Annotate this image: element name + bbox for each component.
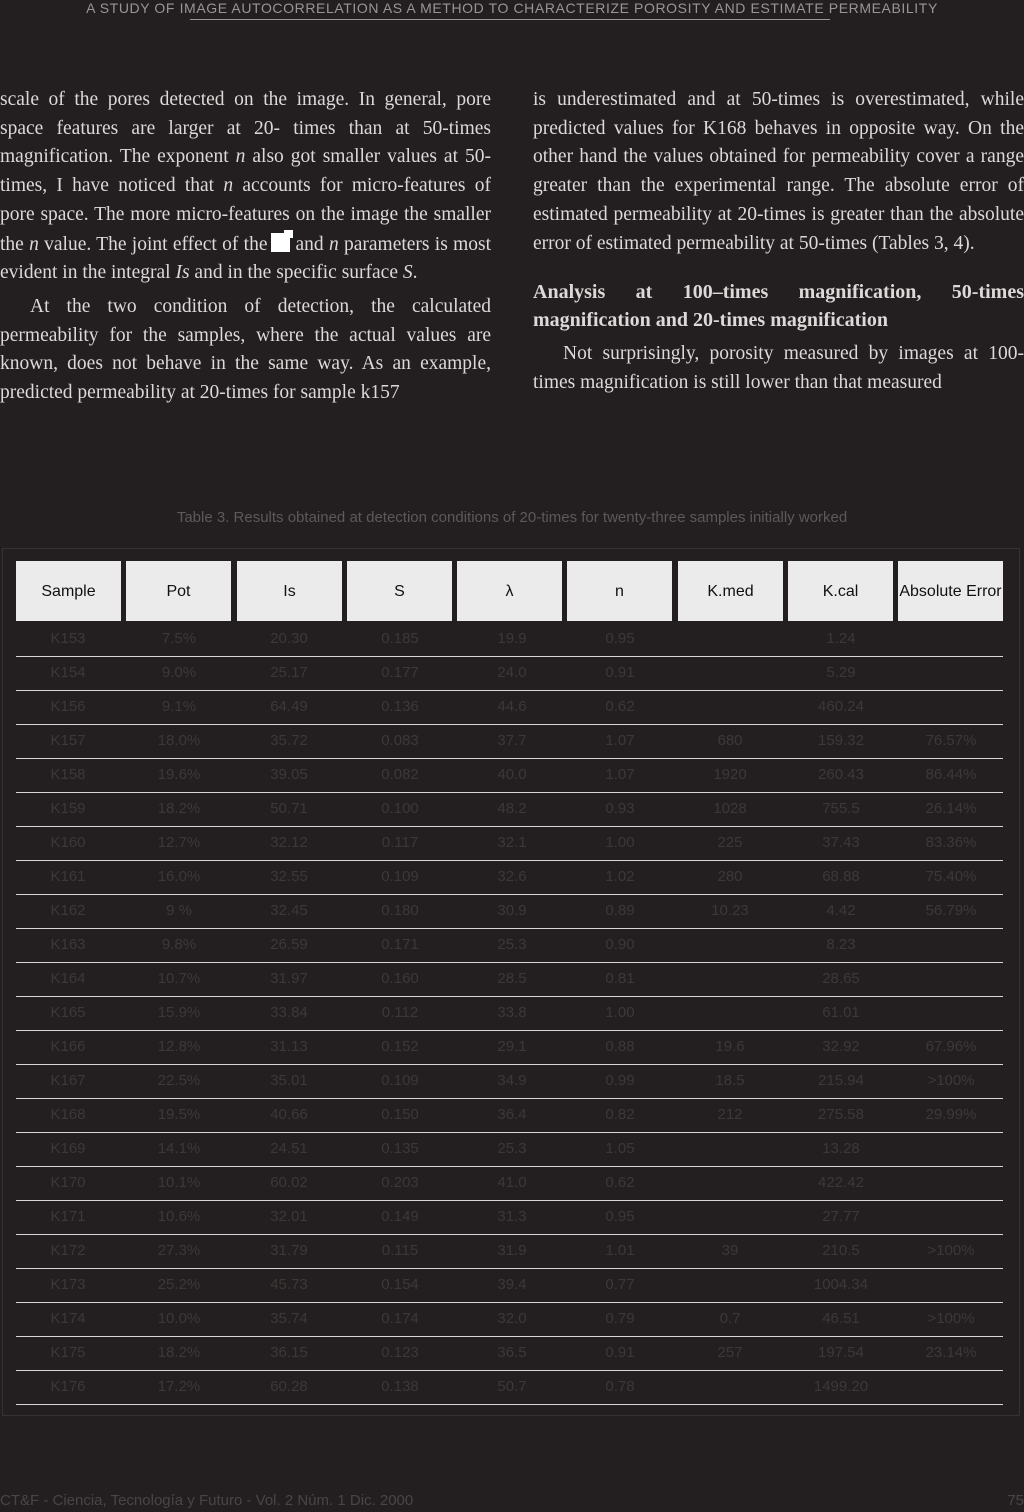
cell-absolute-error: 23.14%	[925, 1344, 977, 1361]
table-row	[16, 690, 1003, 725]
cell-lambda: 29.1	[497, 1038, 527, 1055]
cell-pot: 19.5%	[157, 1106, 201, 1123]
cell-is: 26.59	[270, 936, 308, 953]
cell-lambda: 32.0	[497, 1310, 527, 1327]
cell-n: 0.82	[605, 1106, 635, 1123]
table-row	[16, 1132, 1003, 1167]
right-paragraph-2: Not surprisingly, porosity measured by images at 100-times magnification is still lower than that measured	[533, 343, 1024, 393]
right-column	[533, 86, 1024, 403]
cell-is: 31.97	[270, 970, 308, 987]
table-row	[16, 1200, 1003, 1235]
table-row	[16, 1098, 1003, 1133]
running-head-rule	[190, 19, 830, 20]
cell-kmed: 10.23	[711, 902, 749, 919]
cell-s: 0.177	[381, 664, 419, 681]
running-head-text: A STUDY OF IMAGE AUTOCORRELATION AS A METHOD TO CHARACTERIZE POROSITY AND ESTIMATE PERMEABILITY	[86, 0, 938, 16]
cell-pot: 18.2%	[157, 1344, 201, 1361]
cell-pot: 25.2%	[157, 1276, 201, 1293]
cell-n: 0.62	[605, 1174, 635, 1191]
cell-kmed: 257	[717, 1344, 743, 1361]
cell-absolute-error: 67.96%	[925, 1038, 977, 1055]
cell-pot: 19.6%	[157, 766, 201, 783]
cell-n: 0.95	[605, 630, 635, 647]
cell-sample: K153	[50, 630, 86, 647]
table-caption: Table 3. Results obtained at detection conditions of 20-times for twenty-three samples initially worked	[176, 509, 848, 526]
cell-sample: K168	[50, 1106, 86, 1123]
cell-pot: 18.0%	[157, 732, 201, 749]
cell-absolute-error: 29.99%	[925, 1106, 977, 1123]
text-run: and	[295, 233, 329, 255]
text-run: also got smaller values at 50-times, I have noticed that	[0, 146, 491, 197]
cell-absolute-error: >100%	[927, 1072, 975, 1089]
header-is: Is	[237, 561, 342, 621]
left-column	[0, 86, 491, 413]
table-row	[16, 928, 1003, 963]
cell-pot: 9 %	[166, 902, 192, 919]
table-row	[16, 1336, 1003, 1371]
table-row	[16, 1370, 1003, 1405]
cell-lambda: 19.9	[497, 630, 527, 647]
cell-kcal: 210.5	[822, 1242, 860, 1259]
cell-kcal: 460.24	[818, 698, 864, 715]
cell-is: 20.30	[270, 630, 308, 647]
cell-s: 0.138	[381, 1378, 419, 1395]
cell-is: 31.13	[270, 1038, 308, 1055]
cell-is: 35.72	[270, 732, 308, 749]
cell-kcal: 68.88	[822, 868, 860, 885]
cell-sample: K157	[50, 732, 86, 749]
header-lambda: λ	[457, 561, 562, 621]
cell-n: 0.62	[605, 698, 635, 715]
cell-kcal: 422.42	[818, 1174, 864, 1191]
cell-is: 32.55	[270, 868, 308, 885]
cell-s: 0.112	[381, 1004, 419, 1021]
cell-n: 0.95	[605, 1208, 635, 1225]
table-row	[16, 826, 1003, 861]
journal-citation: CT&F - Ciencia, Tecnología y Futuro - Vol. 2 Núm. 1 Dic. 2000	[0, 1492, 414, 1509]
cell-kcal: 61.01	[822, 1004, 860, 1021]
cell-sample: K154	[50, 664, 86, 681]
cell-is: 32.45	[270, 902, 308, 919]
cell-s: 0.150	[381, 1106, 419, 1123]
cell-is: 32.01	[270, 1208, 308, 1225]
cell-absolute-error: 56.79%	[925, 902, 977, 919]
left-paragraph-1	[0, 86, 491, 288]
cell-n: 0.99	[605, 1072, 635, 1089]
cell-is: 32.12	[270, 834, 308, 851]
right-paragraph-1: is underestimated and at 50-times is overestimated, while predicted values for K168 behaves in opposite way. On the other hand the values obtained for permeability cover a range greater than the experimental range. The absolute error of estimated permeability at 20-times is greater than the absolute error of estimated permeability at 50-times (Tables 3, 4).	[533, 89, 1024, 254]
cell-s: 0.109	[381, 1072, 419, 1089]
text-run: scale of the pores detected on the image. In general, pore space features are larger at 20- times than at 50-times magnification. The exponent	[0, 89, 491, 168]
cell-n: 0.81	[605, 970, 635, 987]
cell-absolute-error: 83.36%	[925, 834, 977, 851]
table-row	[16, 1234, 1003, 1269]
cell-n: 0.91	[605, 1344, 635, 1361]
cell-is: 50.71	[270, 800, 308, 817]
cell-lambda: 25.3	[497, 1140, 527, 1157]
text-run: .	[412, 262, 418, 284]
header-n: n	[567, 561, 672, 621]
cell-kmed: 212	[717, 1106, 743, 1123]
cell-lambda: 30.9	[497, 902, 527, 919]
cell-n: 0.89	[605, 902, 635, 919]
cell-pot: 9.8%	[161, 936, 197, 953]
page-number: 75	[1007, 1492, 1024, 1509]
table-row	[16, 860, 1003, 895]
cell-kcal: 275.58	[818, 1106, 864, 1123]
cell-kmed: 18.5	[715, 1072, 745, 1089]
table-row	[16, 1268, 1003, 1303]
cell-kcal: 32.92	[822, 1038, 860, 1055]
cell-pot: 9.1%	[161, 698, 197, 715]
cell-absolute-error: 75.40%	[925, 868, 977, 885]
cell-is: 39.05	[270, 766, 308, 783]
cell-kcal: 1004.34	[813, 1276, 869, 1293]
header-kcal: K.cal	[788, 561, 893, 621]
cell-kcal: 28.65	[822, 970, 860, 987]
left-paragraph-2: At the two condition of detection, the calculated permeability for the samples, where the actual values are known, does not behave in the same way. As an example, predicted permeability at 20-times for sample k157	[0, 295, 491, 404]
cell-kmed: 0.7	[719, 1310, 741, 1327]
header-sample: Sample	[16, 561, 121, 621]
cell-s: 0.082	[381, 766, 419, 783]
cell-lambda: 31.3	[497, 1208, 527, 1225]
italic-n: n	[29, 233, 39, 255]
cell-is: 24.51	[270, 1140, 308, 1157]
header-s: S	[347, 561, 452, 621]
cell-kcal: 215.94	[818, 1072, 864, 1089]
cell-s: 0.160	[381, 970, 419, 987]
cell-lambda: 28.5	[497, 970, 527, 987]
cell-pot: 10.6%	[157, 1208, 201, 1225]
cell-kcal: 260.43	[818, 766, 864, 783]
cell-pot: 12.7%	[157, 834, 201, 851]
cell-pot: 16.0%	[157, 868, 201, 885]
cell-sample: K163	[50, 936, 86, 953]
cell-absolute-error: 26.14%	[925, 800, 977, 817]
cell-pot: 10.1%	[157, 1174, 201, 1191]
cell-lambda: 44.6	[497, 698, 527, 715]
cell-pot: 17.2%	[157, 1378, 201, 1395]
header-kmed: K.med	[678, 561, 783, 621]
table-row	[16, 996, 1003, 1031]
text-run: parameters is most evident in the integral	[0, 233, 492, 284]
cell-kcal: 197.54	[818, 1344, 864, 1361]
cell-kcal: 4.42	[826, 902, 856, 919]
text-run: and in the specific surface	[189, 262, 403, 284]
table-row	[16, 792, 1003, 827]
cell-pot: 10.7%	[157, 970, 201, 987]
cell-kcal: 27.77	[822, 1208, 860, 1225]
cell-kcal: 1499.20	[813, 1378, 869, 1395]
cell-s: 0.100	[381, 800, 419, 817]
cell-s: 0.171	[381, 936, 419, 953]
cell-lambda: 25.3	[497, 936, 527, 953]
cell-n: 1.00	[605, 834, 635, 851]
cell-s: 0.154	[381, 1276, 419, 1293]
text-run: accounts for micro-features of pore space. The more micro-features on the image the smaller the	[0, 175, 492, 255]
cell-sample: K166	[50, 1038, 86, 1055]
table-row	[16, 1166, 1003, 1201]
cell-sample: K167	[50, 1072, 86, 1089]
section-heading: Analysis at 100–times magnification, 50-times magnification and 20-times magnification	[533, 281, 1024, 332]
cell-sample: K175	[50, 1344, 86, 1361]
cell-n: 1.01	[605, 1242, 635, 1259]
cell-sample: K159	[50, 800, 86, 817]
cell-pot: 10.0%	[157, 1310, 201, 1327]
cell-kcal: 46.51	[822, 1310, 860, 1327]
cell-s: 0.109	[381, 868, 419, 885]
cell-n: 1.05	[605, 1140, 635, 1157]
lambda-symbol-placeholder	[271, 230, 293, 252]
cell-sample: K173	[50, 1276, 86, 1293]
cell-pot: 27.3%	[157, 1242, 201, 1259]
cell-s: 0.174	[381, 1310, 419, 1327]
cell-kmed: 680	[717, 732, 743, 749]
cell-pot: 14.1%	[157, 1140, 201, 1157]
italic-n: n	[328, 233, 339, 255]
cell-n: 0.79	[605, 1310, 635, 1327]
cell-s: 0.152	[381, 1038, 419, 1055]
cell-sample: K160	[50, 834, 86, 851]
cell-kcal: 37.43	[822, 834, 860, 851]
cell-s: 0.149	[381, 1208, 419, 1225]
cell-n: 0.91	[605, 664, 635, 681]
cell-lambda: 40.0	[497, 766, 527, 783]
table-row	[16, 1030, 1003, 1065]
cell-kmed: 1920	[713, 766, 747, 783]
page-footer	[0, 1492, 1024, 1512]
cell-pot: 12.8%	[157, 1038, 201, 1055]
cell-is: 64.49	[270, 698, 308, 715]
cell-pot: 7.5%	[161, 630, 197, 647]
cell-is: 36.15	[270, 1344, 308, 1361]
cell-lambda: 50.7	[497, 1378, 527, 1395]
cell-n: 1.07	[605, 766, 635, 783]
cell-is: 45.73	[270, 1276, 308, 1293]
cell-is: 35.74	[270, 1310, 308, 1327]
table-row	[16, 894, 1003, 929]
cell-pot: 18.2%	[157, 800, 201, 817]
cell-pot: 22.5%	[157, 1072, 201, 1089]
cell-sample: K162	[50, 902, 86, 919]
cell-s: 0.135	[381, 1140, 419, 1157]
italic-s: S	[402, 262, 413, 284]
cell-s: 0.136	[381, 698, 419, 715]
cell-kcal: 8.23	[826, 936, 856, 953]
cell-kcal: 13.28	[822, 1140, 860, 1157]
cell-sample: K161	[50, 868, 86, 885]
table-row	[16, 622, 1003, 657]
cell-s: 0.180	[381, 902, 419, 919]
cell-is: 60.02	[270, 1174, 308, 1191]
table-row	[16, 1302, 1003, 1337]
cell-lambda: 32.1	[497, 834, 527, 851]
cell-lambda: 34.9	[497, 1072, 527, 1089]
cell-n: 0.93	[605, 800, 635, 817]
cell-n: 1.02	[605, 868, 635, 885]
cell-sample: K170	[50, 1174, 86, 1191]
cell-lambda: 36.5	[497, 1344, 527, 1361]
cell-is: 60.28	[270, 1378, 308, 1395]
cell-sample: K174	[50, 1310, 86, 1327]
cell-s: 0.115	[381, 1242, 419, 1259]
cell-is: 35.01	[270, 1072, 308, 1089]
table-row	[16, 656, 1003, 691]
cell-n: 0.90	[605, 936, 635, 953]
table-row	[16, 1064, 1003, 1099]
table-row	[16, 724, 1003, 759]
cell-lambda: 32.6	[497, 868, 527, 885]
cell-pot: 9.0%	[161, 664, 197, 681]
running-head	[0, 0, 1024, 16]
text-run: value. The joint effect of the	[38, 233, 268, 255]
cell-s: 0.083	[381, 732, 419, 749]
cell-lambda: 37.7	[497, 732, 527, 749]
cell-lambda: 36.4	[497, 1106, 527, 1123]
cell-is: 40.66	[270, 1106, 308, 1123]
cell-sample: K156	[50, 698, 86, 715]
cell-n: 1.07	[605, 732, 635, 749]
italic-n: n	[223, 175, 234, 197]
cell-sample: K169	[50, 1140, 86, 1157]
cell-n: 0.88	[605, 1038, 635, 1055]
cell-sample: K171	[50, 1208, 86, 1225]
cell-n: 0.78	[605, 1378, 635, 1395]
cell-kmed: 1028	[713, 800, 747, 817]
cell-kmed: 39	[721, 1242, 739, 1259]
cell-n: 1.00	[605, 1004, 635, 1021]
cell-s: 0.203	[381, 1174, 419, 1191]
cell-sample: K164	[50, 970, 86, 987]
cell-kcal: 1.24	[826, 630, 856, 647]
cell-is: 33.84	[270, 1004, 308, 1021]
cell-lambda: 48.2	[497, 800, 527, 817]
italic-n: n	[235, 146, 246, 168]
cell-sample: K158	[50, 766, 86, 783]
cell-absolute-error: >100%	[927, 1242, 975, 1259]
cell-lambda: 41.0	[497, 1174, 527, 1191]
cell-is: 31.79	[270, 1242, 308, 1259]
header-absolute-error: Absolute Error	[898, 561, 1003, 621]
cell-is: 25.17	[270, 664, 308, 681]
cell-lambda: 39.4	[497, 1276, 527, 1293]
cell-sample: K165	[50, 1004, 86, 1021]
cell-absolute-error: 76.57%	[925, 732, 977, 749]
cell-lambda: 33.8	[497, 1004, 527, 1021]
cell-absolute-error: >100%	[927, 1310, 975, 1327]
cell-kmed: 225	[717, 834, 743, 851]
table-row	[16, 962, 1003, 997]
table-row	[16, 758, 1003, 793]
cell-kcal: 5.29	[826, 664, 856, 681]
italic-is: Is	[175, 262, 190, 284]
cell-n: 0.77	[605, 1276, 635, 1293]
cell-kmed: 19.6	[715, 1038, 745, 1055]
cell-kcal: 755.5	[822, 800, 860, 817]
cell-sample: K176	[50, 1378, 86, 1395]
cell-s: 0.185	[381, 630, 419, 647]
cell-s: 0.123	[381, 1344, 419, 1361]
cell-lambda: 24.0	[497, 664, 527, 681]
cell-s: 0.117	[381, 834, 419, 851]
cell-kcal: 159.32	[818, 732, 864, 749]
cell-kmed: 280	[717, 868, 743, 885]
cell-sample: K172	[50, 1242, 86, 1259]
cell-absolute-error: 86.44%	[925, 766, 977, 783]
cell-pot: 15.9%	[157, 1004, 201, 1021]
cell-lambda: 31.9	[497, 1242, 527, 1259]
header-pot: Pot	[126, 561, 231, 621]
